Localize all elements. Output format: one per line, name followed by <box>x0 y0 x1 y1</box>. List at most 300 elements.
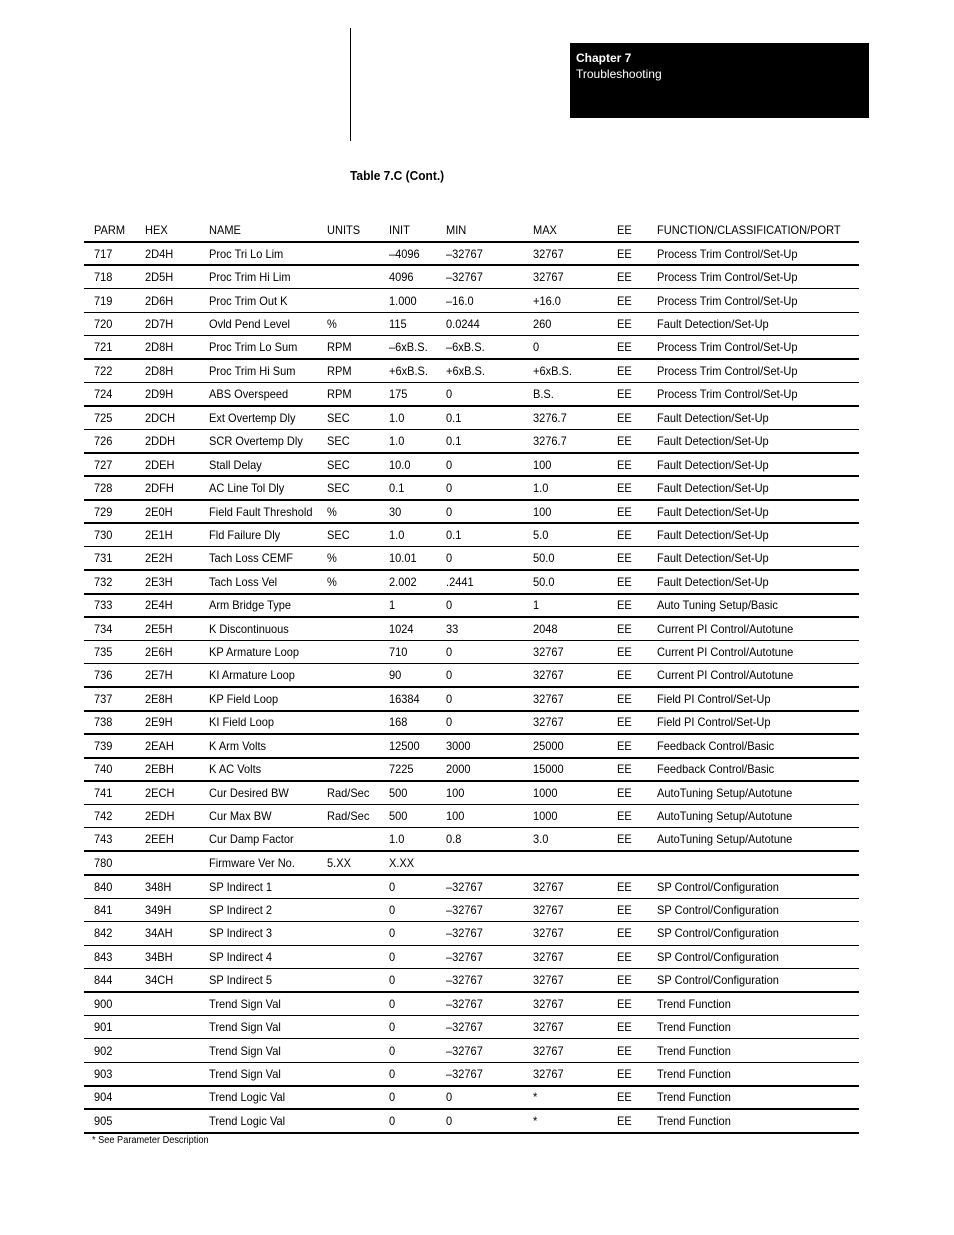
table-row <box>84 711 859 734</box>
table-row <box>84 594 859 617</box>
cell-name <box>199 383 317 406</box>
table-row <box>84 758 859 781</box>
cell-init <box>379 523 436 546</box>
cell-value: Fault Detection/Set-Up <box>657 317 769 332</box>
cell-function <box>647 640 859 663</box>
cell-init <box>379 453 436 476</box>
cell-init <box>379 1086 436 1109</box>
cell-name <box>199 500 317 523</box>
cell-name <box>199 875 317 898</box>
cell-min <box>436 805 523 828</box>
cell-value: 32767 <box>533 879 564 894</box>
cell-units <box>317 430 379 453</box>
cell-hex <box>135 851 199 874</box>
cell-value: 903 <box>94 1066 113 1081</box>
cell-init <box>379 851 436 874</box>
cell-value: 2E3H <box>145 574 173 589</box>
table-row <box>84 312 859 335</box>
cell-name <box>199 851 317 874</box>
cell-value: EE <box>617 433 632 448</box>
cell-ee <box>607 523 647 546</box>
cell-function <box>647 1015 859 1038</box>
cell-hex <box>135 617 199 640</box>
cell-init <box>379 430 436 453</box>
cell-max <box>523 430 607 453</box>
cell-init <box>379 359 436 382</box>
cell-value: 0 <box>389 1020 396 1035</box>
cell-value: 2E4H <box>145 598 173 613</box>
cell-value: 738 <box>94 715 113 730</box>
cell-value: 2DEH <box>145 457 175 472</box>
cell-units <box>317 922 379 945</box>
cell-init <box>379 640 436 663</box>
cell-ee <box>607 289 647 312</box>
cell-ee <box>607 969 647 992</box>
cell-value: Ovld Pend Level <box>209 317 291 332</box>
table-row <box>84 359 859 382</box>
cell-value: –4096 <box>389 246 420 261</box>
cell-init <box>379 687 436 710</box>
cell-value: 743 <box>94 832 113 847</box>
cell-name <box>199 547 317 570</box>
cell-parm <box>84 687 135 710</box>
cell-hex <box>135 500 199 523</box>
cell-value: Fault Detection/Set-Up <box>657 481 769 496</box>
cell-value: EE <box>617 621 632 636</box>
cell-value: 260 <box>533 317 552 332</box>
column-header-label: INIT <box>389 223 410 237</box>
cell-value: Process Trim Control/Set-Up <box>657 246 798 261</box>
cell-function <box>647 336 859 359</box>
cell-ee <box>607 945 647 968</box>
cell-ee <box>607 898 647 921</box>
cell-name <box>199 430 317 453</box>
cell-value: Fault Detection/Set-Up <box>657 433 769 448</box>
cell-name <box>199 1086 317 1109</box>
cell-value: EE <box>617 1020 632 1035</box>
cell-max <box>523 805 607 828</box>
cell-value: 726 <box>94 433 113 448</box>
cell-min <box>436 875 523 898</box>
table-row <box>84 383 859 406</box>
cell-value: SEC <box>327 411 350 426</box>
cell-hex <box>135 594 199 617</box>
table-row <box>84 687 859 710</box>
cell-value: EE <box>617 504 632 519</box>
cell-value: 349H <box>145 902 172 917</box>
cell-value: 32767 <box>533 973 564 988</box>
cell-hex <box>135 430 199 453</box>
cell-ee <box>607 570 647 593</box>
cell-init <box>379 265 436 288</box>
cell-name <box>199 687 317 710</box>
table-row <box>84 289 859 312</box>
cell-value: Proc Trim Hi Sum <box>209 364 296 379</box>
cell-value: 0.1 <box>446 411 462 426</box>
cell-value: Rad/Sec <box>327 809 370 824</box>
cell-value: 3000 <box>446 738 471 753</box>
cell-ee <box>607 875 647 898</box>
cell-value: 100 <box>533 504 552 519</box>
cell-value: EE <box>617 645 632 660</box>
cell-value: 0.1 <box>446 528 462 543</box>
cell-function <box>647 547 859 570</box>
cell-value: Current PI Control/Autotune <box>657 621 794 636</box>
cell-name <box>199 1109 317 1132</box>
cell-value: 724 <box>94 387 113 402</box>
cell-value: SP Control/Configuration <box>657 949 779 964</box>
cell-value: Fault Detection/Set-Up <box>657 457 769 472</box>
cell-value: Process Trim Control/Set-Up <box>657 270 798 285</box>
cell-ee <box>607 711 647 734</box>
cell-value: 731 <box>94 551 113 566</box>
cell-init <box>379 312 436 335</box>
cell-max <box>523 875 607 898</box>
cell-value: 4096 <box>389 270 414 285</box>
cell-function <box>647 476 859 499</box>
cell-value: 0 <box>446 1090 453 1105</box>
cell-value: 50.0 <box>533 574 555 589</box>
cell-value: EE <box>617 1043 632 1058</box>
cell-name <box>199 242 317 265</box>
cell-min <box>436 406 523 429</box>
table-title: Table 7.C (Cont.) <box>350 168 445 183</box>
cell-parm <box>84 312 135 335</box>
cell-value: SEC <box>327 457 350 472</box>
table-row <box>84 898 859 921</box>
cell-value: 2E2H <box>145 551 173 566</box>
cell-max <box>523 476 607 499</box>
cell-value: K AC Volts <box>209 762 262 777</box>
cell-function <box>647 383 859 406</box>
cell-ee <box>607 1039 647 1062</box>
cell-value: Trend Function <box>657 1113 731 1128</box>
column-header-label: UNITS <box>327 223 361 237</box>
cell-function <box>647 453 859 476</box>
table-row <box>84 1015 859 1038</box>
cell-parm <box>84 547 135 570</box>
column-header-label: MAX <box>533 223 557 237</box>
cell-function <box>647 992 859 1015</box>
cell-name <box>199 711 317 734</box>
cell-parm <box>84 898 135 921</box>
cell-value: +6xB.S. <box>389 364 428 379</box>
table-row <box>84 1109 859 1132</box>
cell-value: % <box>327 574 337 589</box>
cell-value: EE <box>617 996 632 1011</box>
cell-value: 721 <box>94 340 113 355</box>
cell-value: X.XX <box>389 856 415 871</box>
cell-value: 2000 <box>446 762 471 777</box>
cell-hex <box>135 1109 199 1132</box>
cell-value: 100 <box>446 809 465 824</box>
table-row <box>84 617 859 640</box>
cell-ee <box>607 851 647 874</box>
cell-value: 904 <box>94 1090 113 1105</box>
cell-function <box>647 922 859 945</box>
cell-function <box>647 1086 859 1109</box>
cell-hex <box>135 359 199 382</box>
cell-value: Process Trim Control/Set-Up <box>657 293 798 308</box>
cell-ee <box>607 734 647 757</box>
cell-value: 0.1 <box>389 481 405 496</box>
cell-units <box>317 570 379 593</box>
cell-min <box>436 969 523 992</box>
cell-min <box>436 664 523 687</box>
cell-value: 33 <box>446 621 459 636</box>
column-header-label: PARM <box>94 223 126 237</box>
cell-ee <box>607 781 647 804</box>
cell-value: 840 <box>94 879 113 894</box>
cell-min <box>436 500 523 523</box>
cell-function <box>647 500 859 523</box>
cell-ee <box>607 594 647 617</box>
cell-name <box>199 945 317 968</box>
cell-min <box>436 640 523 663</box>
cell-hex <box>135 687 199 710</box>
cell-parm <box>84 430 135 453</box>
cell-ee <box>607 336 647 359</box>
table-row <box>84 265 859 288</box>
cell-units <box>317 687 379 710</box>
cell-parm <box>84 1086 135 1109</box>
cell-ee <box>607 312 647 335</box>
cell-value: Field PI Control/Set-Up <box>657 715 771 730</box>
cell-parm <box>84 336 135 359</box>
cell-init <box>379 758 436 781</box>
cell-init <box>379 1039 436 1062</box>
cell-value: K Arm Volts <box>209 738 267 753</box>
cell-ee <box>607 640 647 663</box>
cell-value: 1 <box>389 598 396 613</box>
cell-value: 2D7H <box>145 317 174 332</box>
cell-ee <box>607 1109 647 1132</box>
cell-value: 0 <box>446 645 453 660</box>
cell-min <box>436 242 523 265</box>
cell-value: 719 <box>94 293 113 308</box>
cell-value: 0 <box>446 598 453 613</box>
cell-value: Trend Function <box>657 1066 731 1081</box>
cell-value: 0.8 <box>446 832 462 847</box>
cell-value: 0.1 <box>446 433 462 448</box>
cell-min <box>436 781 523 804</box>
cell-init <box>379 711 436 734</box>
cell-value: EE <box>617 786 632 801</box>
cell-value: 780 <box>94 856 113 871</box>
cell-init <box>379 1109 436 1132</box>
cell-value: 2ECH <box>145 786 175 801</box>
cell-value: 725 <box>94 411 113 426</box>
cell-ee <box>607 406 647 429</box>
cell-function <box>647 851 859 874</box>
cell-value: 15000 <box>533 762 564 777</box>
cell-units <box>317 383 379 406</box>
cell-parm <box>84 875 135 898</box>
cell-value: 2E1H <box>145 528 173 543</box>
cell-init <box>379 242 436 265</box>
table-row <box>84 969 859 992</box>
cell-value: 32767 <box>533 949 564 964</box>
cell-hex <box>135 312 199 335</box>
cell-value: 0 <box>389 949 396 964</box>
cell-parm <box>84 617 135 640</box>
column-header-ee <box>607 219 647 242</box>
table-row <box>84 523 859 546</box>
cell-value: Fault Detection/Set-Up <box>657 504 769 519</box>
cell-value: 32767 <box>533 668 564 683</box>
cell-value: 3276.7 <box>533 411 567 426</box>
cell-hex <box>135 242 199 265</box>
cell-units <box>317 969 379 992</box>
cell-hex <box>135 570 199 593</box>
cell-hex <box>135 898 199 921</box>
cell-hex <box>135 758 199 781</box>
cell-value: 32767 <box>533 645 564 660</box>
cell-value: SEC <box>327 481 350 496</box>
cell-min <box>436 711 523 734</box>
cell-value: EE <box>617 715 632 730</box>
cell-value: * <box>533 1090 538 1105</box>
cell-min <box>436 945 523 968</box>
cell-value: % <box>327 504 337 519</box>
cell-max <box>523 570 607 593</box>
cell-min <box>436 476 523 499</box>
cell-ee <box>607 359 647 382</box>
margin-rule <box>350 28 351 141</box>
cell-value: –32767 <box>446 996 483 1011</box>
cell-value: 2D4H <box>145 246 174 261</box>
cell-value: Proc Trim Out K <box>209 293 288 308</box>
cell-value: 737 <box>94 692 113 707</box>
cell-min <box>436 828 523 851</box>
cell-units <box>317 242 379 265</box>
cell-value: K Discontinuous <box>209 621 289 636</box>
cell-value: –6xB.S. <box>446 340 485 355</box>
cell-init <box>379 945 436 968</box>
cell-min <box>436 734 523 757</box>
cell-value: 32767 <box>533 1043 564 1058</box>
cell-parm <box>84 851 135 874</box>
cell-min <box>436 383 523 406</box>
cell-value: 348H <box>145 879 172 894</box>
cell-value: EE <box>617 246 632 261</box>
cell-hex <box>135 734 199 757</box>
cell-value: –32767 <box>446 926 483 941</box>
cell-function <box>647 945 859 968</box>
cell-name <box>199 570 317 593</box>
cell-min <box>436 289 523 312</box>
cell-max <box>523 992 607 1015</box>
cell-value: 740 <box>94 762 113 777</box>
cell-value: 500 <box>389 809 408 824</box>
cell-value: 2EDH <box>145 809 175 824</box>
cell-value: 32767 <box>533 246 564 261</box>
cell-ee <box>607 664 647 687</box>
cell-value: 1 <box>533 598 540 613</box>
cell-min <box>436 430 523 453</box>
cell-min <box>436 851 523 874</box>
cell-init <box>379 594 436 617</box>
cell-hex <box>135 828 199 851</box>
cell-value: 0 <box>446 668 453 683</box>
cell-max <box>523 523 607 546</box>
cell-value: EE <box>617 340 632 355</box>
cell-units <box>317 265 379 288</box>
column-header-max <box>523 219 607 242</box>
cell-name <box>199 781 317 804</box>
cell-ee <box>607 805 647 828</box>
cell-value: 2DCH <box>145 411 176 426</box>
cell-value: RPM <box>327 364 352 379</box>
cell-parm <box>84 758 135 781</box>
cell-min <box>436 570 523 593</box>
cell-value: EE <box>617 551 632 566</box>
cell-value: Stall Delay <box>209 457 262 472</box>
cell-units <box>317 734 379 757</box>
cell-parm <box>84 359 135 382</box>
cell-units <box>317 992 379 1015</box>
cell-value: RPM <box>327 340 352 355</box>
cell-function <box>647 430 859 453</box>
table-header-row <box>84 219 859 242</box>
cell-max <box>523 289 607 312</box>
cell-ee <box>607 992 647 1015</box>
cell-value: SP Control/Configuration <box>657 926 779 941</box>
cell-value: SEC <box>327 528 350 543</box>
cell-init <box>379 875 436 898</box>
cell-value: 2DFH <box>145 481 174 496</box>
cell-name <box>199 289 317 312</box>
cell-value: 902 <box>94 1043 113 1058</box>
cell-units <box>317 781 379 804</box>
cell-hex <box>135 265 199 288</box>
cell-value: RPM <box>327 387 352 402</box>
cell-value: EE <box>617 668 632 683</box>
cell-value: 2D8H <box>145 364 174 379</box>
cell-hex <box>135 289 199 312</box>
cell-ee <box>607 453 647 476</box>
cell-min <box>436 992 523 1015</box>
cell-value: 905 <box>94 1113 113 1128</box>
cell-value: SP Indirect 4 <box>209 949 273 964</box>
cell-value: 3.0 <box>533 832 549 847</box>
cell-value: 722 <box>94 364 113 379</box>
cell-value: Fault Detection/Set-Up <box>657 528 769 543</box>
cell-value: Trend Logic Val <box>209 1090 286 1105</box>
cell-max <box>523 640 607 663</box>
cell-value: SP Control/Configuration <box>657 879 779 894</box>
cell-parm <box>84 828 135 851</box>
cell-value: % <box>327 317 337 332</box>
cell-value: Fld Failure Dly <box>209 528 281 543</box>
parameter-table <box>84 219 859 1134</box>
cell-min <box>436 523 523 546</box>
cell-max <box>523 664 607 687</box>
cell-units <box>317 594 379 617</box>
cell-value: % <box>327 551 337 566</box>
cell-function <box>647 898 859 921</box>
cell-name <box>199 758 317 781</box>
cell-function <box>647 1039 859 1062</box>
cell-min <box>436 1015 523 1038</box>
cell-max <box>523 1039 607 1062</box>
cell-init <box>379 500 436 523</box>
cell-value: KP Armature Loop <box>209 645 300 660</box>
cell-value: Field Fault Threshold <box>209 504 313 519</box>
table-row <box>84 851 859 874</box>
cell-value: EE <box>617 1066 632 1081</box>
cell-value: 115 <box>389 317 407 332</box>
